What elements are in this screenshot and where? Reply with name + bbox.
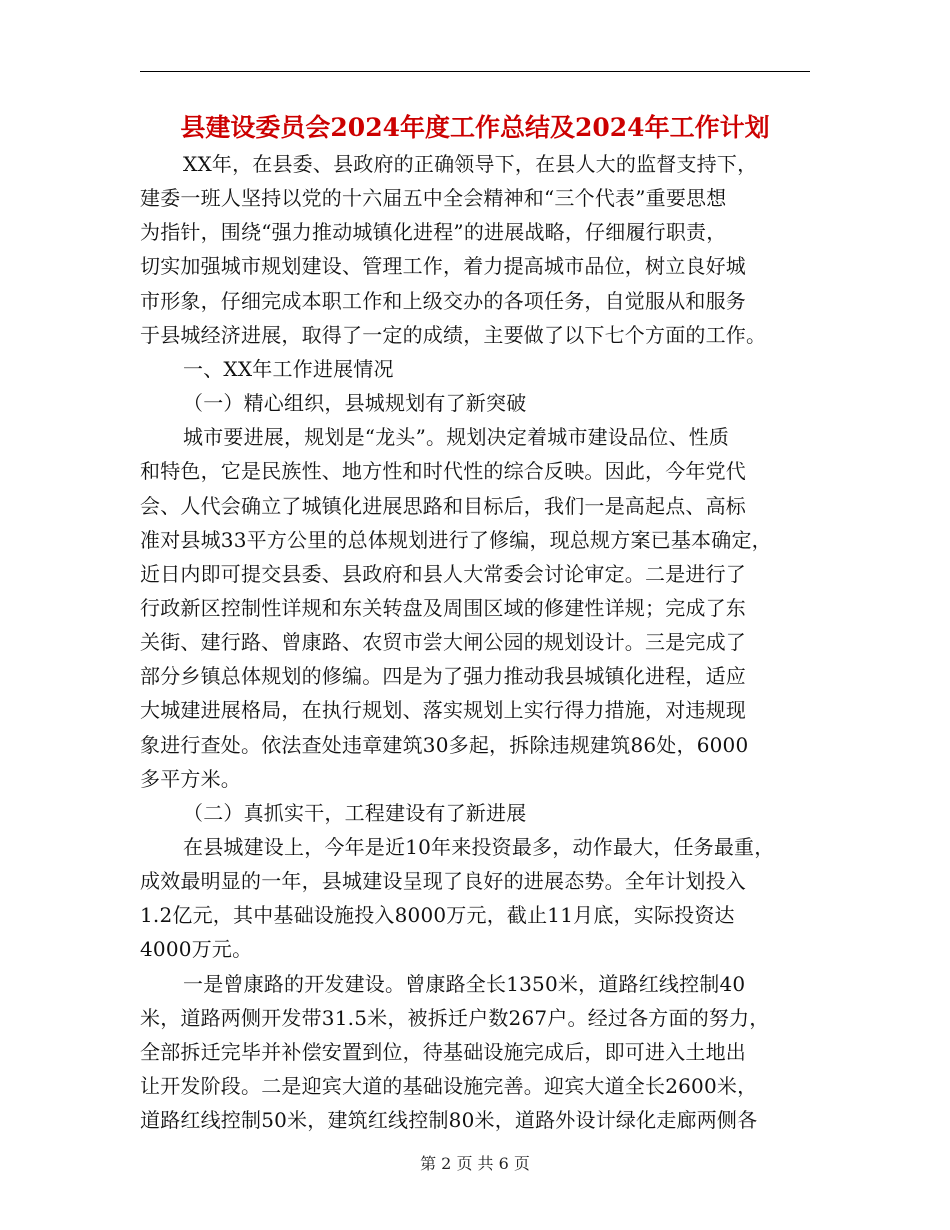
body-line: 4000万元。: [140, 937, 253, 962]
body-line: 建委一班人坚持以党的十六届五中全会精神和“三个代表”重要思想: [140, 186, 727, 211]
body-line: 行政新区控制性详规和东关转盘及周围区域的修建性详规；完成了东: [140, 595, 746, 620]
body-line: 会、人代会确立了城镇化进展思路和目标后，我们一是高起点、高标: [140, 493, 746, 518]
body-line: 近日内即可提交县委、县政府和县人大常委会讨论审定。二是进行了: [140, 561, 746, 586]
body-line: 关街、建行路、曾康路、农贸市尝大闸公园的规划设计。三是完成了: [140, 630, 746, 655]
body-line: 一是曾康路的开发建设。曾康路全长1350米，道路红线控制40: [183, 971, 746, 996]
body-line: XX年，在县委、县政府的正确领导下，在县人大的监督支持下，: [183, 152, 758, 176]
body-line: （二）真抓实干，工程建设有了新进展: [183, 800, 527, 825]
body-line: 1.2亿元，其中基础设施投入8000万元，截止11月底，实际投资达: [140, 903, 735, 928]
document-title: 县建设委员会2024年度工作总结及2024年工作计划: [180, 113, 770, 142]
body-line: （一）精心组织，县城规划有了新突破: [183, 391, 527, 416]
body-line: 道路红线控制50米，建筑红线控制80米，道路外设计绿化走廊两侧各: [140, 1108, 758, 1133]
body-line: 一、XX年工作进展情况: [183, 356, 394, 381]
body-line: 成效最明显的一年，县城建设呈现了良好的进展态势。全年计划投入: [140, 869, 746, 894]
body-line: 在县城建设上，今年是近10年来投资最多，动作最大，任务最重，: [183, 835, 775, 859]
body-line: 和特色，它是民族性、地方性和时代性的综合反映。因此，今年党代: [140, 459, 746, 484]
body-line: 市形象，仔细完成本职工作和上级交办的各项任务，自觉服从和服务: [140, 288, 746, 313]
body-line: 准对县城33平方公里的总体规划进行了修编，现总规方案已基本确定，: [140, 527, 772, 552]
body-line: 为指针，围绕“强力推动城镇化进程”的进展战略，仔细履行职责，: [140, 220, 727, 245]
body-line: 多平方米。: [140, 766, 241, 791]
body-line: 城市要进展，规划是“龙头”。规划决定着城市建设品位、性质: [183, 425, 730, 450]
header-rule: [140, 71, 810, 72]
body-line: 象进行查处。依法查处违章建筑30多起，拆除违规建筑86处，6000: [140, 732, 749, 757]
body-line: 米，道路两侧开发带31.5米，被拆迁户数267户。经过各方面的努力，: [140, 1005, 770, 1030]
body-line: 让开发阶段。二是迎宾大道的基础设施完善。迎宾大道全长2600米，: [140, 1074, 758, 1099]
page-footer: 第 2 页 共 6 页: [420, 1154, 530, 1173]
body-line: 全部拆迁完毕并补偿安置到位，待基础设施完成后，即可进入土地出: [140, 1039, 746, 1064]
body-line: 部分乡镇总体规划的修编。四是为了强力推动我县城镇化进程，适应: [140, 664, 746, 689]
body-line: 大城建进展格局，在执行规划、落实规划上实行得力措施，对违规现: [140, 698, 746, 723]
body-line: 于县城经济进展，取得了一定的成绩，主要做了以下七个方面的工作。: [140, 322, 767, 347]
body-line: 切实加强城市规划建设、管理工作，着力提高城市品位，树立良好城: [140, 254, 746, 279]
